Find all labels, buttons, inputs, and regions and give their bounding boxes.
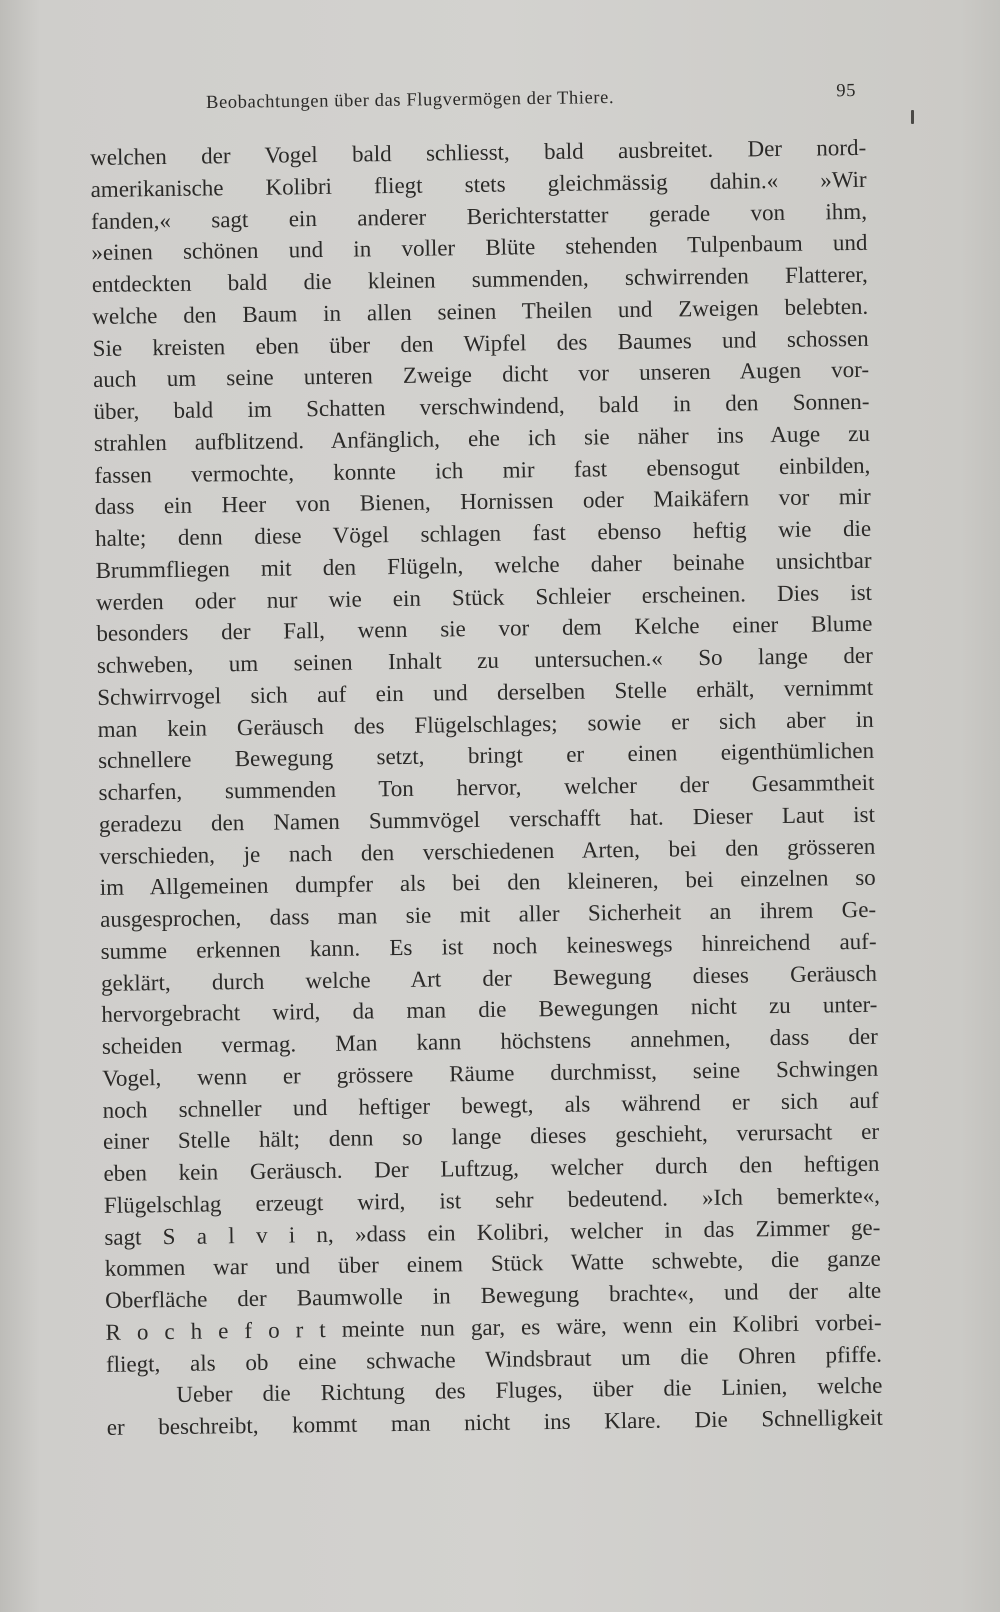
running-head	[206, 81, 857, 119]
running-head-title: Beobachtungen über das Flugvermögen der Thiere.	[206, 88, 615, 113]
text-line: schnellere Bewegung setzt, bringt er einen eigenthümlichen	[97, 738, 875, 774]
text-line: R o c h e f o r t meinte nun gar, es wäre, wenn ein Kolibri vorbei-	[105, 1309, 882, 1345]
paragraph-first-line: Ueber die Richtung des Fluges, über die Linien, welche	[176, 1372, 883, 1408]
body-text	[90, 132, 883, 1444]
text-line: welchen der Vogel bald schliesst, bald ausbreitet. Der nord-	[90, 134, 867, 170]
text-line: scheiden vermag. Man kann höchstens annehmen, dass der	[101, 1023, 878, 1059]
text-line: summe erkennen kann. Es ist noch keineswegs hinreichend auf-	[100, 928, 877, 964]
text-line: eben kein Geräusch. Der Luftzug, welcher durch den heftigen	[103, 1150, 880, 1186]
page-number: 95	[836, 81, 857, 102]
text-line: Schwirrvogel sich auf ein und derselben Stelle erhält, vernimmt	[97, 674, 874, 710]
text-line: halte; denn diese Vögel schlagen fast ebenso heftig wie die	[95, 515, 872, 551]
text-line: dass ein Heer von Bienen, Hornissen oder Maikäfern vor mir	[94, 484, 871, 520]
text-line: strahlen aufblitzend. Anfänglich, ehe ich sie näher ins Auge zu	[93, 420, 871, 456]
text-line: welche den Baum in allen seinen Theilen und Zweigen belebten.	[92, 293, 869, 329]
text-line: Flügelschlag erzeugt wird, ist sehr bedeutend. »Ich bemerkte«,	[103, 1182, 881, 1218]
text-line: werden oder nur wie ein Stück Schleier erscheinen. Dies ist	[95, 579, 873, 615]
margin-mark	[911, 110, 914, 124]
text-line: auch um seine unteren Zweige dicht vor unseren Augen vor-	[92, 357, 870, 393]
text-line: fanden,« sagt ein anderer Berichterstatter gerade von ihm,	[90, 198, 868, 234]
text-line: einer Stelle hält; denn so lange dieses geschieht, verursacht er	[102, 1119, 880, 1155]
text-line: Brummfliegen mit den Flügeln, welche daher beinahe unsichtbar	[95, 547, 872, 583]
text-line: im Allgemeinen dumpfer als bei den kleineren, bei einzelnen so	[99, 865, 876, 901]
text-line: »einen schönen und in voller Blüte stehenden Tulpenbaum und	[91, 230, 868, 266]
text-line: geklärt, durch welche Art der Bewegung dieses Geräusch	[100, 960, 878, 996]
text-line: Sie kreisten eben über den Wipfel des Baumes und schossen	[92, 325, 869, 361]
text-line: kommen war und über einem Stück Watte schwebte, die ganze	[104, 1245, 881, 1282]
text-line: ausgesprochen, dass man sie mit aller Sicherheit an ihrem Ge-	[100, 896, 877, 932]
text-line: entdeckten bald die kleinen summenden, schwirrenden Flatterer,	[91, 261, 868, 297]
text-line: sagt S a l v i n, »dass ein Kolibri, welcher in das Zimmer ge-	[104, 1214, 881, 1250]
text-line: schweben, um seinen Inhalt zu untersuchen.« So lange der	[96, 642, 873, 678]
text-line: er beschreibt, kommt man nicht ins Klare. Die Schnelligkeit	[106, 1404, 883, 1440]
text-line: Vogel, wenn er grössere Räume durchmisst, seine Schwingen	[102, 1055, 879, 1091]
text-line: scharfen, summenden Ton hervor, welcher der Gesammtheit	[98, 769, 875, 805]
text-line: geradezu den Namen Summvögel verschafft hat. Dieser Laut ist	[98, 801, 876, 837]
text-line: amerikanische Kolibri fliegt stets gleichmässig dahin.« »Wir	[90, 166, 867, 202]
text-line: hervorgebracht wird, da man die Bewegungen nicht zu unter-	[101, 992, 878, 1028]
text-line: man kein Geräusch des Flügelschlages; sowie er sich aber in	[97, 706, 874, 742]
text-line: über, bald im Schatten verschwindend, bald in den Sonnen-	[93, 388, 870, 424]
text-line: noch schneller und heftiger bewegt, als während er sich auf	[102, 1087, 879, 1123]
text-line: Oberfläche der Baumwolle in Bewegung brachte«, und der alte	[105, 1277, 882, 1313]
text-line: fassen vermochte, konnte ich mir fast ebensogut einbilden,	[94, 452, 871, 488]
text-line: verschieden, je nach den verschiedenen Arten, bei den grösseren	[99, 833, 876, 869]
text-line: besonders der Fall, wenn sie vor dem Kelche einer Blume	[96, 611, 873, 647]
text-line: fliegt, als ob eine schwache Windsbraut um die Ohren pfiffe.	[105, 1341, 883, 1377]
